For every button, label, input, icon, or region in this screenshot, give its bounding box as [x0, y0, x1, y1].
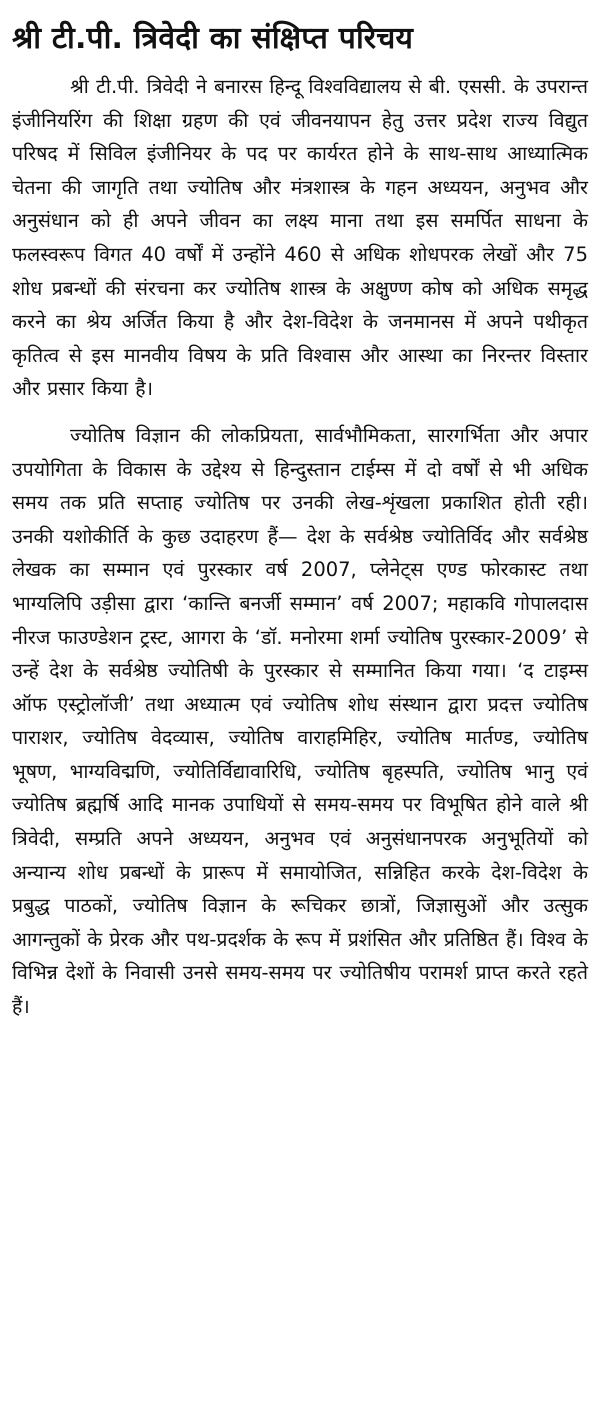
achievements-paragraph: ज्योतिष विज्ञान की लोकप्रियता, सार्वभौमिकता, सारगर्भिता और अपार उपयोगिता के विकास के उद्देश्य से हिन्दुस्तान टाईम्स में दो वर्षों से भी अधिक समय तक प्रति सप्ताह ज्योतिष पर उनकी लेख-शृंखला प्रकाशित होती रही। उनकी यशोकीर्ति के कुछ उदाहरण हैं— देश के सर्वश्रेष्ठ ज्योतिर्विद और सर्वश्रेष्ठ लेखक का सम्मान एवं पुरस्कार वर्ष 2007, प्लेनेट्स एण्ड फोरकास्ट तथा भाग्यलिपि उड़ीसा द्वारा ‘कान्ति बनर्जी सम्मान’ वर्ष 2007; महाकवि गोपालदास नीरज फाउण्डेशन ट्रस्ट, आगरा के ‘डॉ. मनोरमा शर्मा ज्योतिष पुरस्कार-2009’ से उन्हें देश के सर्वश्रेष्ठ ज्योतिषी के पुरस्कार से सम्मानित किया गया। ‘द टाइम्स ऑफ एस्ट्रोलॉजी’ तथा अध्यात्म एवं ज्योतिष शोध संस्थान द्वारा प्रदत्त ज्योतिष पाराशर, ज्योतिष वेदव्यास, ज्योतिष वाराहमिहिर, ज्योतिष मार्तण्ड, ज्योतिष भूषण, भाग्यविद्मणि, ज्योतिर्विद्यावारिधि, ज्योतिष बृहस्पति, ज्योतिष भानु एवं ज्योतिष ब्रह्मर्षि आदि मानक उपाधियों से समय-समय पर विभूषित होने वाले श्री त्रिवेदी, सम्प्रति अपने अध्ययन, अनुभव एवं अनुसंधानपरक अनुभूतियों को अन्यान्य शोध प्रबन्धों के प्रारूप में समायोजित, सन्निहित करके देश-विदेश के प्रबुद्ध पाठकों, ज्योतिष विज्ञान के रूचिकर छात्रों, जिज्ञासुओं और उत्सुक आगन्तुकों के प्रेरक और पथ-प्रदर्शक के रूप में प्रशंसित और प्रतिष्ठित हैं। विश्व के विभिन्न देशों के निवासी उनसे समय-समय पर ज्योतिषीय परामर्श प्राप्त करते रहते हैं। [12, 423, 588, 1019]
page-title: श्री टी.पी. त्रिवेदी का संक्षिप्त परिचय [12, 21, 414, 56]
intro-paragraph: श्री टी.पी. त्रिवेदी ने बनारस हिन्दू विश्वविद्यालय से बी. एससी. के उपरान्त इंजीनियरिंग की शिक्षा ग्रहण की एवं जीवनयापन हेतु उत्तर प्रदेश राज्य विद्युत परिषद में सिविल इंजीनियर के पद पर कार्यरत होने के साथ-साथ आध्यात्मिक चेतना की जागृति तथा ज्योतिष और मंत्रशास्त्र के गहन अध्ययन, अनुभव और अनुसंधान को ही अपने जीवन का लक्ष्य माना तथा इस समर्पित साधना के फलस्वरूप विगत 40 वर्षों में उन्होंने 460 से अधिक शोधपरक लेखों और 75 शोध प्रबन्धों की संरचना कर ज्योतिष शास्त्र के अक्षुण्ण कोष को अधिक समृद्ध करने का श्रेय अर्जित किया है और देश-विदेश के जनमानस में अपने पथीकृत कृतित्व से इस मानवीय विषय के प्रति विश्वास और आस्था का निरन्तर विस्तार और प्रसार किया है। [12, 75, 588, 401]
